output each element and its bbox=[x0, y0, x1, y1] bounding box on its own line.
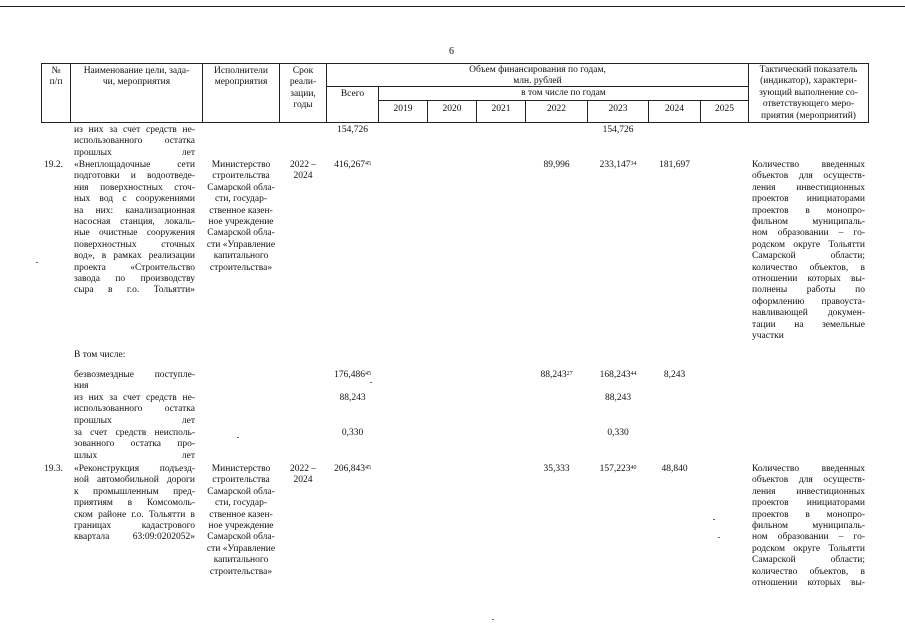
header-year: 2023 bbox=[608, 104, 628, 114]
hdr-vline bbox=[868, 63, 869, 123]
footnote-ref: 27 bbox=[566, 371, 573, 377]
row-total: 176,486$^{45}$ bbox=[334, 370, 371, 380]
scan-speck bbox=[370, 382, 372, 383]
row-2023: 157,223$^{40}$ bbox=[599, 464, 637, 474]
row-name: «Реконструкция подъезд- ной автомобильной дороги к промышленным пред- приятиям в Комсомоль- ском районе г.о. Тольятти в границах кадастрового квартала 63:09:0202052» bbox=[74, 464, 195, 543]
row-term: 2022 – 2024 bbox=[289, 464, 317, 486]
scan-speck bbox=[492, 619, 494, 620]
row-2022: 89,996 bbox=[543, 160, 570, 170]
header-years-line bbox=[378, 100, 748, 101]
header-year: 2025 bbox=[715, 104, 734, 114]
footnote-ref: 45 bbox=[364, 161, 371, 167]
header-year: 2020 bbox=[442, 104, 462, 114]
scan-speck bbox=[237, 437, 239, 438]
row-total: 154,726 bbox=[337, 125, 368, 135]
row-total: 416,267$^{45}$ bbox=[334, 160, 371, 170]
row-2024: 181,697 bbox=[659, 160, 690, 170]
row-number: 19.2. bbox=[44, 160, 63, 170]
header-col-executors: Исполнители мероприятия bbox=[214, 66, 268, 88]
footnote-ref: 45 bbox=[364, 371, 371, 377]
header-year: 2019 bbox=[393, 104, 413, 114]
row-number: 19.3. bbox=[44, 464, 63, 474]
header-col-number: № п/п bbox=[49, 66, 63, 88]
header-col-by-years: в том числе по годам bbox=[521, 88, 606, 98]
row-indicator: Количество введенных объектов для осуществ- ления инвестиционных проектов инициаторами проектов в монопро- фильном муниципаль- ном образовании – го- родском округе Тольятти Самарской области; количество объектов, в отношении которых вы- bbox=[752, 464, 865, 589]
row-indicator: Количество введенных объектов для осуществ- ления инвестиционных проектов инициаторами проектов в монопро- фильном муниципаль- ном образовании – го- родском округе Тольятти Самарской области; количество объектов, в отношении которых вы- полнены работы по оформлению правоуста- навливающей докумен- тации на земельные участки bbox=[752, 160, 865, 342]
row-2022: 35,333 bbox=[543, 464, 570, 474]
row-2023: 168,243$^{44}$ bbox=[599, 370, 637, 380]
page-number: 6 bbox=[449, 46, 454, 57]
header-bottom-line bbox=[41, 122, 868, 123]
footnote-ref: 45 bbox=[364, 465, 371, 471]
including-label: В том числе: bbox=[74, 350, 126, 360]
row-name: из них за счет средств не- использованного остатка прошлых лет bbox=[74, 125, 195, 158]
row-name: из них за счет средств не- использованного остатка прошлых лет bbox=[74, 393, 195, 426]
row-executors: Министерство строительства Самарской обла- сти, государ- ственное казен- ное учреждение Самарской обла- сти «Управление капитального строительства» bbox=[206, 464, 276, 577]
header-col-financing: Объем финансирования по годам, млн. рублей bbox=[469, 65, 606, 87]
row-executors: Министерство строительства Самарской обла- сти, государ- ственное казен- ное учреждение Самарской обла- сти «Управление капитального строительства» bbox=[206, 160, 276, 273]
header-year: 2022 bbox=[547, 104, 566, 114]
footnote-ref: 40 bbox=[630, 465, 637, 471]
header-year: 2024 bbox=[665, 104, 684, 114]
header-col-indicator: Тактический показатель (индикатор), характери- зующий выполнение со- ответствующего меро- приятия (мероприятий) bbox=[759, 65, 858, 121]
row-total: 0,330 bbox=[341, 428, 364, 438]
row-2023: 0,330 bbox=[607, 428, 629, 438]
header-col-name: Наименование цели, зада- чи, мероприятия bbox=[83, 66, 190, 88]
row-name: «Внеплощадочные сети подготовки и водоотведе- ния поверхностных сточ- ных вод с сооружениями на них: канализационная насосная станция, локаль- ные очистные сооружения поверхностных сточных вод», в рамках реализации проекта «Строительство завода по производству сыра в г.о. Тольятти» bbox=[74, 160, 195, 296]
scan-speck bbox=[718, 537, 720, 538]
row-total: 206,843$^{45}$ bbox=[334, 464, 371, 474]
row-2024: 48,840 bbox=[661, 464, 688, 474]
scan-speck bbox=[713, 519, 715, 520]
header-col-total: Всего bbox=[340, 89, 365, 99]
header-col-term: Срок реали- зации, годы bbox=[289, 66, 317, 111]
footnote-ref: 34 bbox=[630, 161, 637, 167]
row-2023: 88,243 bbox=[604, 393, 632, 403]
row-2023: 233,147$^{34}$ bbox=[599, 160, 637, 170]
row-term: 2022 – 2024 bbox=[289, 160, 317, 182]
row-2022: 88,243$^{27}$ bbox=[540, 370, 573, 380]
scan-top-border bbox=[0, 6, 905, 7]
row-name: безвозмездные поступле- ния bbox=[74, 370, 195, 392]
row-name: за счет средств неисполь- зованного остатка про- шлых лет bbox=[74, 428, 195, 461]
row-2024: 8,243 bbox=[663, 370, 686, 380]
row-2023: 154,726 bbox=[602, 125, 634, 135]
row-total: 88,243 bbox=[339, 393, 366, 403]
footnote-ref: 44 bbox=[630, 371, 637, 377]
scan-speck bbox=[36, 262, 38, 263]
header-year: 2021 bbox=[491, 104, 511, 114]
header-top-line bbox=[41, 63, 868, 64]
